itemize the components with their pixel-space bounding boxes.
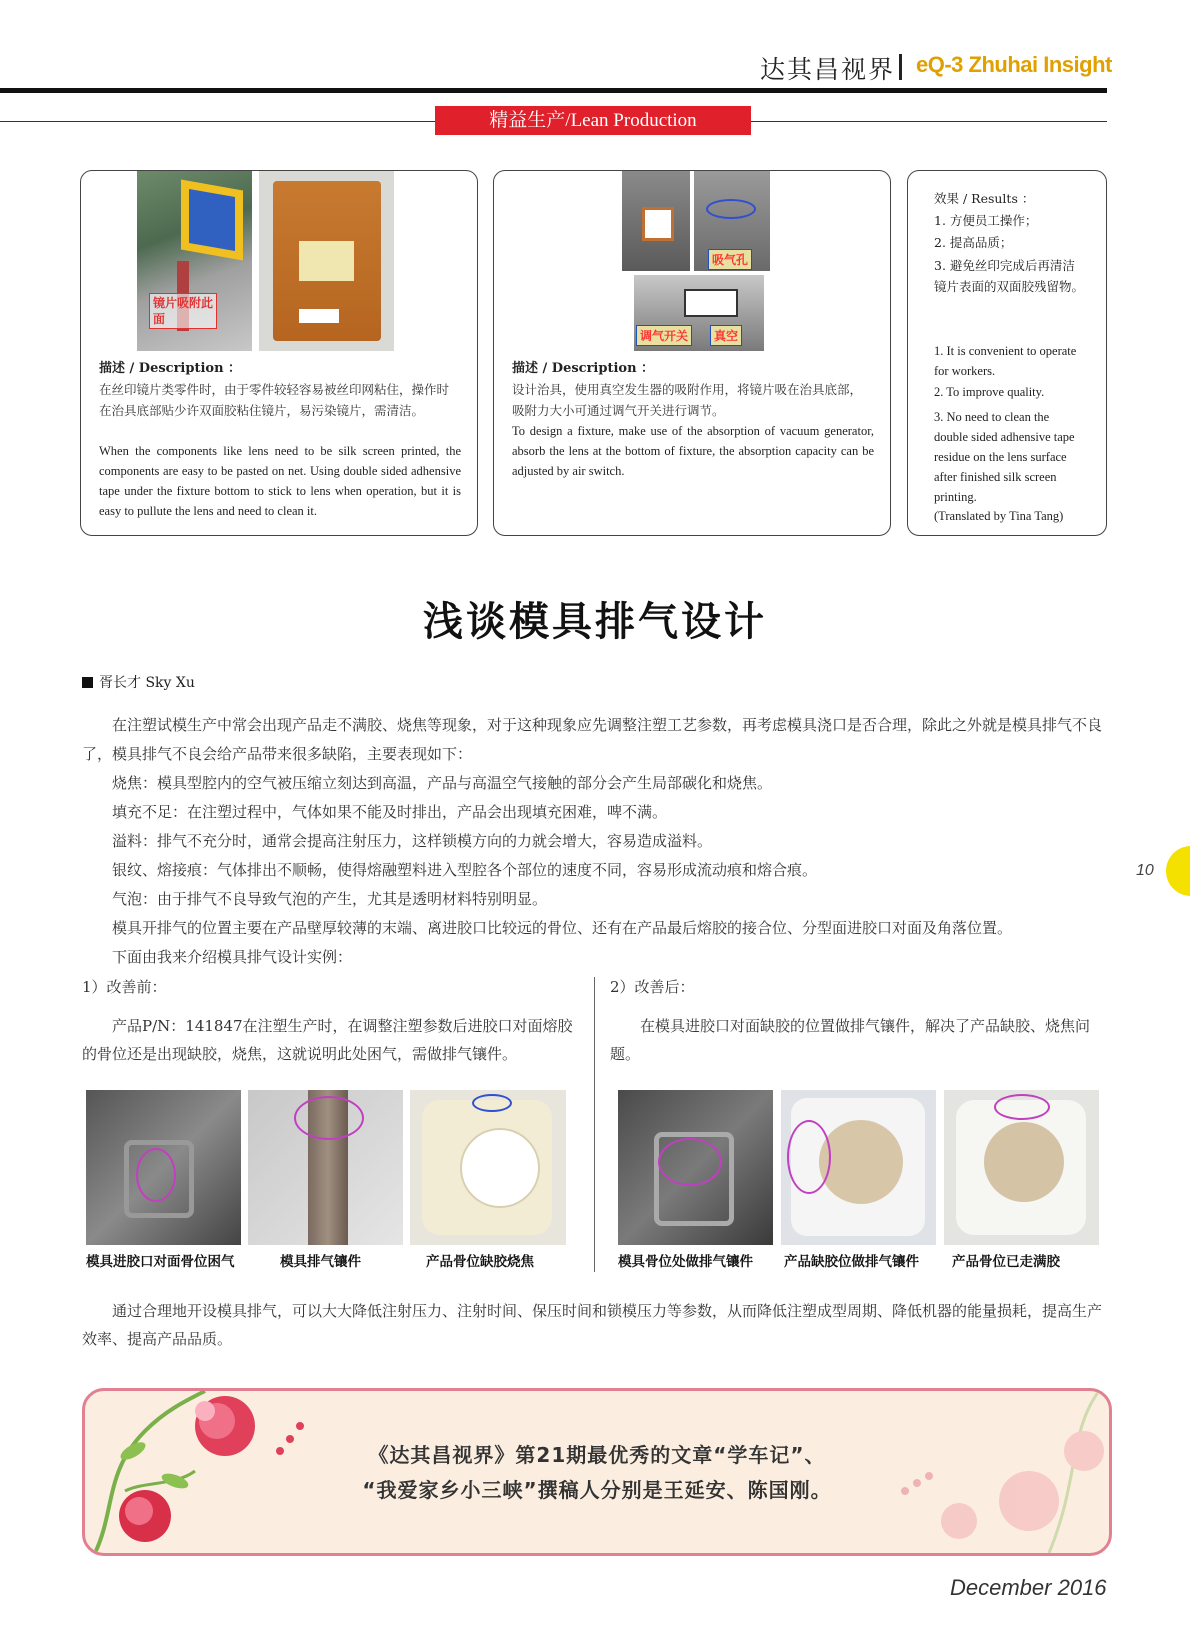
after-caption-3: 产品骨位已走满胶 — [952, 1254, 1060, 1270]
lens-suction-label: 镜片吸附此面 — [149, 293, 217, 329]
rose-decoration-right — [869, 1391, 1109, 1553]
after-fixture-box — [493, 170, 891, 536]
header-rule-thick — [0, 88, 1107, 93]
translator-credit: (Translated by Tina Tang) — [934, 509, 1064, 523]
fixture-with-tape-photo — [259, 171, 394, 351]
before-caption-1: 模具进胶口对面骨位困气 — [86, 1254, 235, 1270]
vent-location-circle — [787, 1120, 831, 1194]
vent-circle — [294, 1096, 364, 1140]
product-opening-wood — [819, 1120, 903, 1204]
article-paragraph: 填充不足：在注塑过程中，气体如果不能及时排出，产品会出现填充困难，啤不满。 — [112, 803, 668, 821]
vacuum-fixture-photo-2 — [694, 171, 770, 271]
after-text: 在模具进胶口对面缺胶的位置做排气镶件，解决了产品缺胶、烧焦问题。 — [610, 1017, 1091, 1063]
product-opening — [460, 1128, 540, 1208]
air-switch-label: 调气开关 — [636, 325, 692, 346]
tape-patch — [299, 241, 354, 281]
article-body — [82, 711, 1107, 972]
silk-screen-machine-photo — [137, 171, 252, 351]
filled-rib-circle — [994, 1094, 1050, 1120]
results-en-item-1: 1. It is convenient to operate for workers. — [934, 344, 1077, 378]
mold-before-photo — [86, 1090, 241, 1245]
vacuum-label: 真空 — [710, 325, 742, 346]
header-separator — [899, 54, 902, 80]
article-author — [82, 672, 195, 692]
vacuum-fixture-photo-1 — [622, 171, 690, 271]
author-name: 胥长才 Sky Xu — [99, 675, 195, 691]
article-paragraph: 在注塑试模生产中常会出现产品走不满胶、烧焦等现象，对于这种现象应先调整注塑工艺参数，再考虑模具浇口是否合理，除此之外就是模具排气不良了，模具排气不良会给产品带来很多缺陷，主要表现如下： — [82, 716, 1103, 763]
results-cn-item-1: 1. 方便员工操作； — [934, 213, 1038, 228]
page-tab-marker — [1166, 846, 1190, 896]
vacuum-setup-photo — [634, 275, 764, 351]
product-filled-photo — [944, 1090, 1099, 1245]
before-caption-2: 模具排气镶件 — [280, 1254, 361, 1270]
banner-line-1: 《达其昌视界》第21期最优秀的文章“学车记”、 — [368, 1443, 826, 1467]
product-vent-photo — [781, 1090, 936, 1245]
results-cn-item-2: 2. 提高品质； — [934, 235, 1013, 250]
box1-desc-heading: 描述 / Description ： — [99, 361, 242, 376]
rose-decoration-left — [85, 1391, 325, 1553]
after-heading: 2）改善后： — [610, 978, 695, 996]
issue-date: December 2016 — [950, 1575, 1107, 1600]
fixture-window — [642, 207, 674, 241]
page-number: 10 — [1136, 862, 1154, 879]
product-opening-filled — [984, 1122, 1064, 1202]
before-heading: 1）改善前： — [82, 978, 167, 996]
banner-line-2: “我爱家乡小三峡”撰稿人分别是王延安、陈国刚。 — [362, 1478, 832, 1502]
magazine-title-cn: 达其昌视界 — [760, 55, 896, 84]
after-caption-1: 模具骨位处做排气镶件 — [618, 1254, 753, 1270]
vent-insert-before-photo — [248, 1090, 403, 1245]
results-heading: 效果 / Results ： — [934, 191, 1035, 206]
after-caption-2: 产品缺胶位做排气镶件 — [784, 1254, 919, 1270]
article-paragraph: 烧焦：模具型腔内的空气被压缩立刻达到高温，产品与高温空气接触的部分会产生局部碳化和烧焦。 — [112, 774, 773, 792]
results-cn-item-3: 3. 避免丝印完成后再清洁镜片表面的双面胶残留物。 — [934, 258, 1085, 294]
defect-circle — [472, 1094, 512, 1112]
article-paragraph: 溢料：排气不充分时，通常会提高注射压力，这样锁模方向的力就会增大，容易造成溢料。 — [112, 832, 713, 850]
fixture-label-sticker — [299, 309, 339, 323]
award-banner — [82, 1388, 1112, 1556]
suction-hole-outline — [706, 199, 756, 219]
section-tag: 精益生产/Lean Production — [435, 106, 751, 135]
before-fixture-box — [80, 170, 478, 536]
column-divider — [594, 977, 595, 1272]
article-conclusion: 通过合理地开设模具排气，可以大大降低注射压力、注射时间、保压时间和锁模压力等参数，从而降低注塑成型周期、降低机器的能量损耗，提高生产效率、提高产品品质。 — [82, 1302, 1103, 1348]
vacuum-fixture-top — [684, 289, 738, 317]
box1-desc-en: When the components like lens need to be silk screen printed, the components are easy to be pasted on net. Using double sided adhensive tape under the fixture bottom to stick to lens when operation, but it is easy to pullute the lens and need to clean it. — [99, 444, 461, 518]
box2-desc-heading: 描述 / Description ： — [512, 361, 655, 376]
mold-after-photo — [618, 1090, 773, 1245]
article-title: 浅谈模具排气设计 — [423, 598, 767, 645]
results-en-item-3: 3. No need to clean the double sided adhensive tape residue on the lens surface after finished silk screen printing. — [934, 410, 1075, 504]
results-box — [907, 170, 1107, 536]
screen-net — [189, 189, 235, 251]
box2-desc-cn: 设计治具，使用真空发生器的吸附作用，将镜片吸在治具底部，吸附力大小可通过调气开关进行调节。 — [512, 382, 863, 418]
article-paragraph: 银纹、熔接痕：气体排出不顺畅，使得熔融塑料进入型腔各个部位的速度不同，容易形成流动痕和熔合痕。 — [112, 861, 818, 879]
before-caption-3: 产品骨位缺胶烧焦 — [426, 1254, 534, 1270]
article-paragraph: 下面由我来介绍模具排气设计实例： — [112, 948, 353, 966]
box1-desc-cn: 在丝印镜片类零件时，由于零件较轻容易被丝印网粘住，操作时在治具底部贴少许双面胶粘住镜片，易污染镜片，需清洁。 — [99, 382, 450, 418]
article-paragraph: 气泡：由于排气不良导致气泡的产生，尤其是透明材料特别明显。 — [112, 890, 548, 908]
vent-insert-circle-after — [658, 1138, 722, 1186]
suction-hole-label: 吸气孔 — [708, 249, 752, 270]
article-paragraph: 模具开排气的位置主要在产品壁厚较薄的末端、离进胶口比较远的骨位、还有在产品最后熔胶的接合位、分型面进胶口对面及角落位置。 — [112, 919, 1013, 937]
box2-desc-en: To design a fixture, make use of the absorption of vacuum generator, absorb the lens at the bottom of fixture, the absorption capacity can be adjusted by air switch. — [512, 424, 874, 478]
before-text: 产品P/N：141847在注塑生产时，在调整注塑参数后进胶口对面熔胶的骨位还是出现缺胶，烧焦，这就说明此处困气，需做排气镶件。 — [82, 1017, 573, 1063]
author-bullet-icon — [82, 677, 93, 688]
product-defect-photo — [410, 1090, 566, 1245]
results-en-item-2: 2. To improve quality. — [934, 385, 1045, 399]
magazine-title-en: eQ-3 Zhuhai Insight — [916, 52, 1112, 77]
trapped-air-circle — [136, 1148, 176, 1202]
